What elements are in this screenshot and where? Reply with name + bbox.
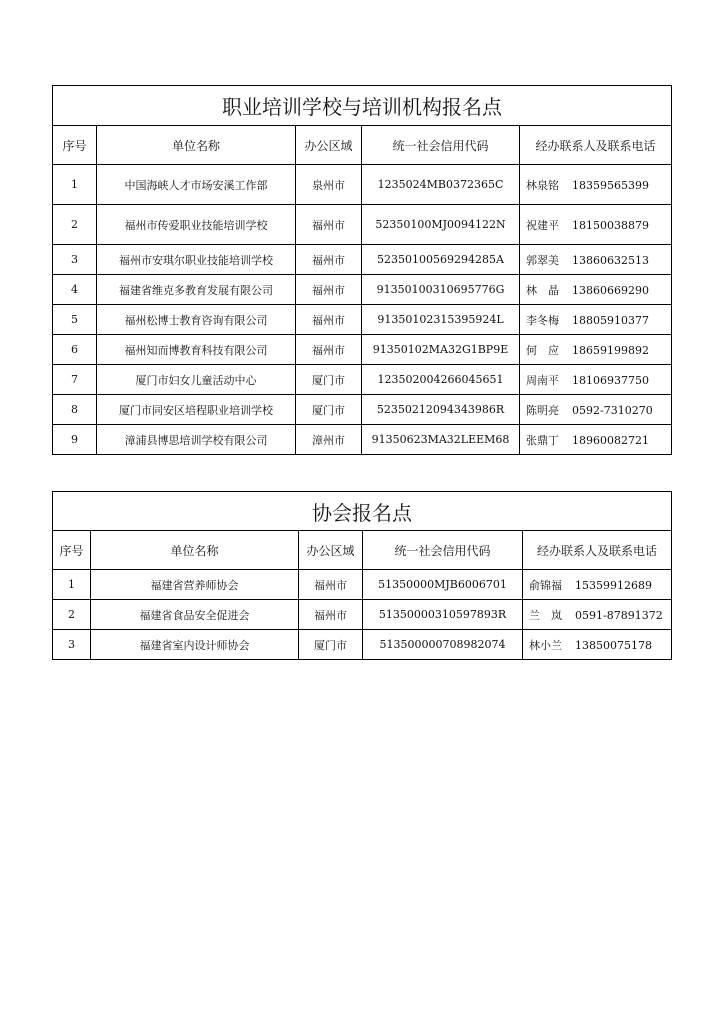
table-row — [53, 425, 672, 455]
contact-cell — [523, 630, 672, 660]
row-number: 6 — [53, 335, 97, 365]
header-region: 办公区域 — [296, 126, 362, 165]
table-row — [53, 275, 672, 305]
office-region: 厦门市 — [299, 630, 363, 660]
credit-code: 51350000070898207​4 — [363, 630, 523, 660]
table-row — [53, 600, 672, 630]
contact-person: 张鼎丁 — [526, 433, 559, 447]
header-region: 办公区域 — [299, 531, 363, 570]
contact-cell — [520, 365, 672, 395]
office-region: 漳州市 — [296, 425, 362, 455]
contact-person: 俞锦福 — [529, 578, 562, 592]
credit-code: 91350102315395924L — [362, 305, 520, 335]
table-row — [53, 165, 672, 205]
credit-code: 91350623MA32LEEM68 — [362, 425, 520, 455]
unit-name: 厦门市同安区培程职业培训学校 — [97, 395, 296, 425]
contact-cell — [523, 600, 672, 630]
header-contact: 经办联系人及联系电话 — [520, 126, 672, 165]
row-number: 3 — [53, 630, 91, 660]
table-row — [53, 305, 672, 335]
unit-name: 福建省室内设计师协会 — [91, 630, 299, 660]
row-number: 4 — [53, 275, 97, 305]
unit-name: 福州松博士教育咨询有限公司 — [97, 305, 296, 335]
contact-person: 周南平 — [526, 373, 559, 387]
header-contact: 经办联系人及联系电话 — [523, 531, 672, 570]
registration-table-schools — [52, 85, 672, 455]
contact-person: 何 应 — [526, 343, 559, 357]
contact-person: 林小兰 — [529, 638, 562, 652]
contact-phone: 13860632513 — [572, 253, 649, 267]
contact-person: 李冬梅 — [526, 313, 559, 327]
table-row — [53, 335, 672, 365]
table-row — [53, 245, 672, 275]
table-title: 职业培训学校与培训机构报名点 — [53, 86, 672, 126]
table-row — [53, 205, 672, 245]
header-no: 序号 — [53, 126, 97, 165]
contact-person: 林泉铭 — [526, 178, 559, 192]
office-region: 厦门市 — [296, 395, 362, 425]
row-number: 1 — [53, 165, 97, 205]
contact-cell — [520, 395, 672, 425]
contact-person: 兰 岚 — [529, 608, 562, 622]
contact-phone: 18106937750 — [572, 373, 649, 387]
credit-code: 123502004266045651 — [362, 365, 520, 395]
credit-code: 52350212094343986R — [362, 395, 520, 425]
unit-name: 福州市传爱职业技能培训学校 — [97, 205, 296, 245]
table-row — [53, 630, 672, 660]
office-region: 福州市 — [296, 275, 362, 305]
row-number: 1 — [53, 570, 91, 600]
table-row — [53, 365, 672, 395]
contact-cell — [520, 335, 672, 365]
row-number: 9 — [53, 425, 97, 455]
contact-person: 郭翠美 — [526, 253, 559, 267]
unit-name: 福建省营养师协会 — [91, 570, 299, 600]
table-row — [53, 395, 672, 425]
row-number: 2 — [53, 600, 91, 630]
header-name: 单位名称 — [97, 126, 296, 165]
credit-code: 1235024MB0372365C — [362, 165, 520, 205]
contact-cell — [520, 305, 672, 335]
unit-name: 中国海峡人才市场安溪工作部 — [97, 165, 296, 205]
contact-cell — [520, 245, 672, 275]
credit-code: 51350000310597893R — [363, 600, 523, 630]
office-region: 福州市 — [299, 600, 363, 630]
office-region: 福州市 — [296, 305, 362, 335]
header-name: 单位名称 — [91, 531, 299, 570]
credit-code: 91350102MA32G1BP9E — [362, 335, 520, 365]
table-title: 协会报名点 — [53, 492, 672, 531]
office-region: 福州市 — [296, 245, 362, 275]
office-region: 福州市 — [296, 335, 362, 365]
credit-code: 51350000MJB6006701 — [363, 570, 523, 600]
row-number: 3 — [53, 245, 97, 275]
row-number: 8 — [53, 395, 97, 425]
contact-phone: 18359565399 — [572, 178, 649, 192]
contact-phone: 15359912689 — [575, 578, 652, 592]
header-code: 统一社会信用代码 — [363, 531, 523, 570]
contact-phone: 18659199892 — [572, 343, 649, 357]
row-number: 5 — [53, 305, 97, 335]
unit-name: 福建省食品安全促进会 — [91, 600, 299, 630]
contact-person: 陈明亮 — [526, 403, 559, 417]
contact-phone: 0591-87891372 — [575, 608, 663, 622]
contact-cell — [520, 425, 672, 455]
credit-code: 52350100569294285A — [362, 245, 520, 275]
credit-code: 91350100310695776G — [362, 275, 520, 305]
contact-cell — [520, 165, 672, 205]
unit-name: 漳浦县博思培训学校有限公司 — [97, 425, 296, 455]
unit-name: 福建省维克多教育发展有限公司 — [97, 275, 296, 305]
unit-name: 福州市安琪尔职业技能培训学校 — [97, 245, 296, 275]
contact-phone: 18805910377 — [572, 313, 649, 327]
unit-name: 厦门市妇女儿童活动中心 — [97, 365, 296, 395]
office-region: 厦门市 — [296, 365, 362, 395]
contact-person: 祝建平 — [526, 218, 559, 232]
unit-name: 福州知而博教育科技有限公司 — [97, 335, 296, 365]
office-region: 福州市 — [299, 570, 363, 600]
table-row — [53, 570, 672, 600]
row-number: 7 — [53, 365, 97, 395]
office-region: 福州市 — [296, 205, 362, 245]
contact-phone: 13860669290 — [572, 283, 649, 297]
row-number: 2 — [53, 205, 97, 245]
contact-cell — [523, 570, 672, 600]
header-no: 序号 — [53, 531, 91, 570]
contact-phone: 13850075178 — [575, 638, 652, 652]
header-code: 统一社会信用代码 — [362, 126, 520, 165]
registration-table-associations — [52, 491, 672, 660]
contact-phone: 18960082721 — [572, 433, 649, 447]
contact-cell — [520, 205, 672, 245]
contact-person: 林 晶 — [526, 283, 559, 297]
contact-phone: 18150038879 — [572, 218, 649, 232]
contact-cell — [520, 275, 672, 305]
credit-code: 52350100MJ0094122N — [362, 205, 520, 245]
office-region: 泉州市 — [296, 165, 362, 205]
contact-phone: 0592-7310270 — [572, 403, 653, 417]
